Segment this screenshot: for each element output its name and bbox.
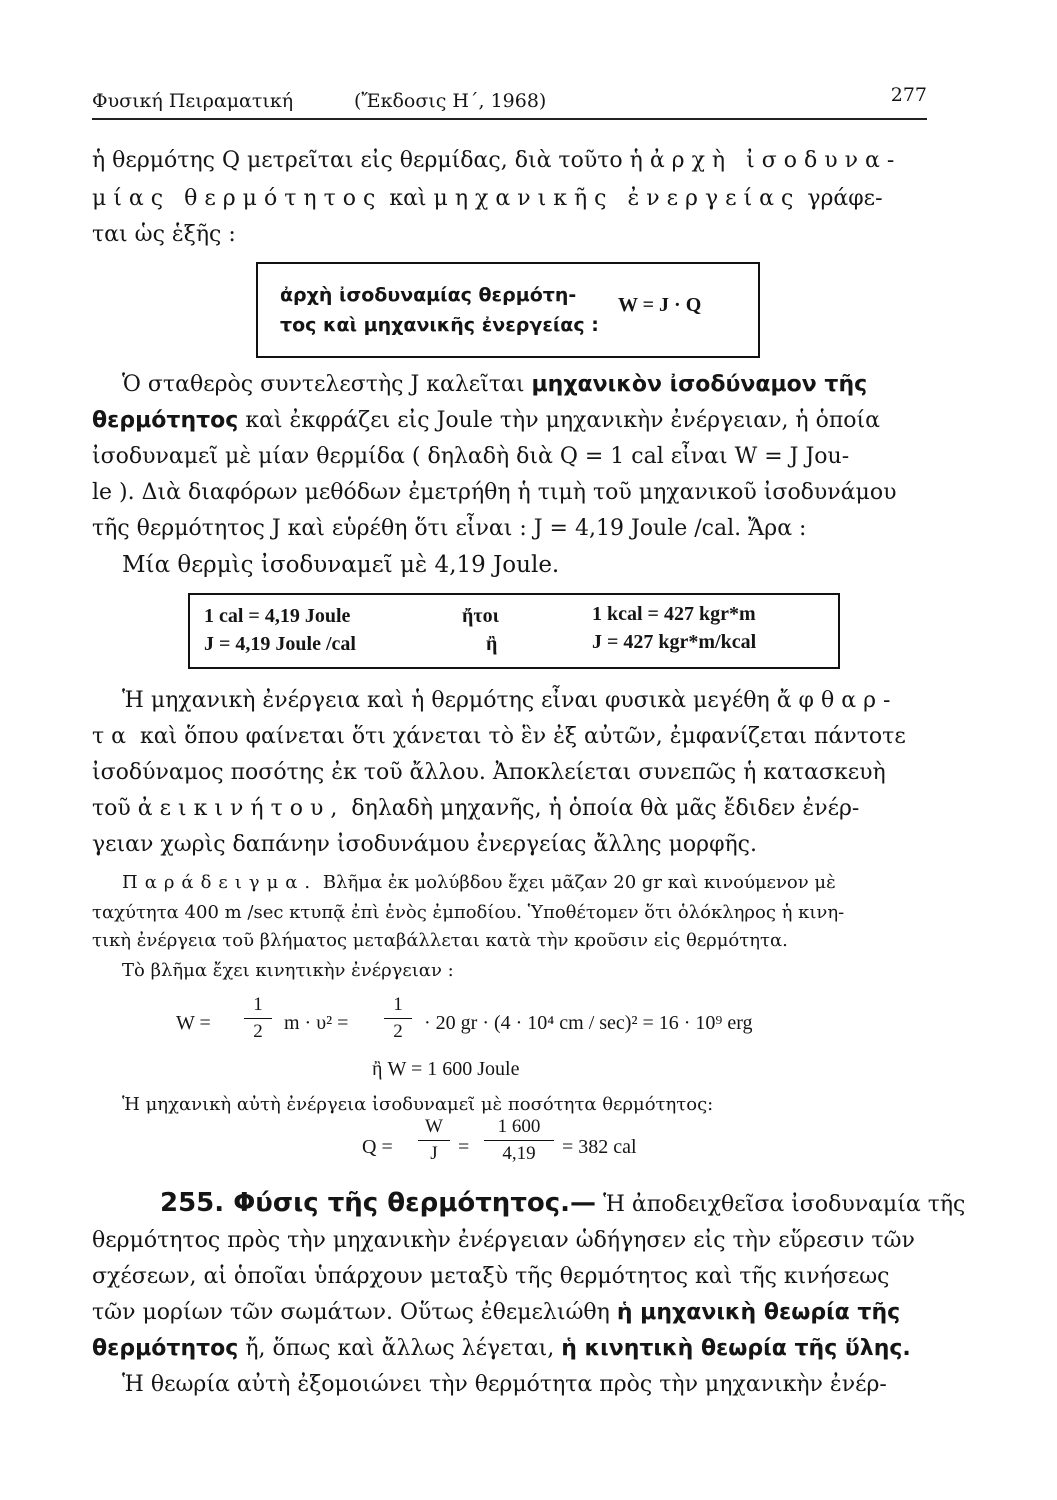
text-run: Βλῆμα ἐκ μολύβδου ἔχει μᾶζαν 20 gr καὶ κινούμενον μὲ [322, 872, 836, 893]
principle-label-line-1: ἀρχὴ ἰσοδυναμίας θερμότη- [280, 284, 577, 306]
text-line [122, 372, 867, 397]
equation-result: ἢ W = 1 600 Joule [372, 1058, 520, 1080]
principle-box [256, 262, 760, 358]
text-line [122, 688, 897, 713]
text-line: σχέσεων, αἱ ὁποῖαι ὑπάρχουν μεταξὺ τῆς θερμότητος καὶ τῆς κινήσεως [92, 1264, 890, 1289]
equivalence-connector: ἤτοι [462, 605, 499, 627]
equivalence-box [188, 593, 840, 669]
text-run: τῶν μορίων τῶν σωμάτων. Οὕτως ἐθεμελιώθη [92, 1300, 610, 1325]
denominator: 4,19 [502, 1143, 536, 1164]
numerator: 1 [253, 994, 263, 1015]
text-run: τοῦ [92, 796, 131, 821]
equation-rest: = 382 cal [562, 1136, 637, 1158]
text-run: ἡ θερμότης Q μετρεῖται εἰς θερμίδας, διὰ τοῦτο ἡ [92, 148, 643, 173]
bold-term: μηχανικὸν ἰσοδύναμον τῆς [531, 372, 868, 397]
spaced-term: μίας θερμότητος [92, 186, 383, 211]
numerator: 1 [393, 994, 403, 1015]
text-run: Ἡ ἀποδειχθεῖσα ἰσοδυναμία τῆς [603, 1192, 966, 1217]
text-line [92, 1336, 911, 1361]
fraction-bar [484, 1140, 554, 1141]
bold-term: θερμότητος [92, 408, 239, 433]
example-line: Τὸ βλῆμα ἔχει κινητικὴν ἐνέργειαν : [122, 960, 454, 981]
text-line: le ). Διὰ διαφόρων μεθόδων ἐμετρήθη ἡ τιμὴ τοῦ μηχανικοῦ ἰσοδυνάμου [92, 480, 897, 505]
equation-rest: · 20 gr · (4 · 10⁴ cm / sec)² = 16 · 10⁹ erg [424, 1012, 753, 1034]
equation-term: m · υ² = [284, 1012, 349, 1034]
text-run: καὶ [389, 186, 427, 211]
example-line: Ἡ μηχανικὴ αὐτὴ ἐνέργεια ἰσοδυναμεῖ μὲ ποσότητα θερμότητος: [122, 1094, 714, 1115]
denominator: 2 [393, 1021, 403, 1042]
bold-term: ἡ μηχανικὴ θεωρία τῆς [616, 1300, 901, 1325]
text-line [92, 1300, 900, 1325]
text-run: ἤ, ὅπως καὶ ἄλλως λέγεται, [245, 1336, 555, 1361]
text-line [92, 148, 901, 173]
equivalence-cell: 1 cal = 4,19 Joule [204, 605, 351, 627]
text-line [92, 724, 906, 749]
numerator: W [425, 1116, 443, 1137]
equivalence-cell: 1 kcal = 427 kgr*m [592, 603, 756, 625]
equation-lhs: W = [176, 1012, 211, 1034]
denominator: 2 [253, 1021, 263, 1042]
spaced-term: μηχανικῆς ἐνεργείας [433, 186, 801, 211]
section-heading: 255. Φύσις τῆς θερμότητος.— [160, 1188, 597, 1218]
text-run: δηλαδὴ μηχανῆς, ἡ ὁποία θὰ μᾶς ἔδιδεν ἐνέρ- [351, 796, 860, 821]
fraction-half [384, 994, 412, 1043]
principle-formula: W = J · Q [618, 294, 702, 316]
text-run: Ἡ μηχανικὴ ἐνέργεια καὶ ἡ θερμότης εἶναι φυσικὰ μεγέθη [122, 688, 770, 713]
numerator: 1 600 [497, 1116, 541, 1137]
fraction-bar [384, 1018, 412, 1019]
equivalence-cell: J = 427 kgr*m/kcal [592, 631, 757, 653]
fraction-bar [244, 1018, 272, 1019]
denominator: J [430, 1143, 438, 1164]
text-line: ἰσοδύναμος ποσότης ἐκ τοῦ ἄλλου. Ἀποκλείεται συνεπῶς ἡ κατασκευὴ [92, 760, 886, 785]
spaced-term: Παράδειγμα. [122, 872, 318, 893]
text-line: Ἡ θεωρία αὐτὴ ἐξομοιώνει τὴν θερμότητα πρὸς τὴν μηχανικὴν ἐνέρ- [122, 1372, 887, 1397]
fraction-half [244, 994, 272, 1043]
section-heading-line [160, 1188, 965, 1218]
text-line [92, 796, 859, 821]
text-run: Ὁ σταθερὸς συντελεστὴς J καλεῖται [122, 372, 525, 397]
example-line [122, 872, 836, 893]
text-line: Μία θερμὶς ἰσοδυναμεῖ μὲ 4,19 Joule. [122, 552, 560, 578]
text-run: γράφε- [807, 186, 883, 211]
spaced-term: ἀρχὴ ἰσοδυνα- [649, 148, 902, 173]
running-header [92, 78, 927, 120]
fraction-w-over-j [418, 1116, 450, 1165]
spaced-term: τα [92, 724, 134, 749]
principle-label-line-2: τος καὶ μηχανικῆς ἐνεργείας : [280, 314, 599, 336]
text-run: καὶ ἐκφράζει εἰς Joule τὴν μηχανικὴν ἐνέργειαν, ἡ ὁποία [245, 408, 881, 433]
spaced-term: ἄφθαρ- [776, 688, 898, 713]
text-run: καὶ ὅπου φαίνεται ὅτι χάνεται τὸ ἓν ἐξ αὐτῶν, ἐμφανίζεται πάντοτε [140, 724, 906, 749]
equivalence-connector: ἢ [486, 633, 498, 655]
spaced-term: ἀεικινήτου, [137, 796, 345, 821]
equation-lhs: Q = [362, 1136, 393, 1158]
text-line: ται ὡς ἑξῆς : [92, 222, 236, 247]
header-edition: (Ἔκδοσις Η΄, 1968) [354, 90, 547, 112]
bold-term: θερμότητος [92, 1336, 239, 1361]
page-number: 277 [890, 84, 927, 106]
text-line: ἰσοδυναμεῖ μὲ μίαν θερμίδα ( δηλαδὴ διὰ Q = 1 cal εἶναι W = J Jou- [92, 444, 850, 469]
text-line: θερμότητος πρὸς τὴν μηχανικὴν ἐνέργειαν ὡδήγησεν εἰς τὴν εὕρεσιν τῶν [92, 1228, 915, 1253]
text-line: τῆς θερμότητος J καὶ εὑρέθη ὅτι εἶναι : J = 4,19 Joule /cal. Ἄρα : [92, 516, 807, 541]
fraction-bar [418, 1140, 450, 1141]
example-line: τικὴ ἐνέργεια τοῦ βλήματος μεταβάλλεται κατὰ τὴν κροῦσιν εἰς θερμότητα. [92, 930, 788, 951]
example-line: ταχύτητα 400 m /sec κτυπᾷ ἐπὶ ἑνὸς ἐμποδίου. Ὑποθέτομεν ὅτι ὁλόκληρος ἡ κινη- [92, 902, 845, 923]
bold-term: ἡ κινητικὴ θεωρία τῆς ὕλης. [561, 1336, 911, 1361]
equation-equals: = [458, 1136, 470, 1158]
text-line [92, 186, 883, 211]
text-line [92, 408, 880, 433]
text-line: γειαν χωρὶς δαπάνην ἰσοδυνάμου ἐνεργείας ἄλλης μορφῆς. [92, 832, 757, 857]
fraction-numeric [484, 1116, 554, 1165]
equivalence-cell: J = 4,19 Joule /cal [204, 633, 356, 655]
header-title: Φυσική Πειραματική [92, 90, 294, 112]
